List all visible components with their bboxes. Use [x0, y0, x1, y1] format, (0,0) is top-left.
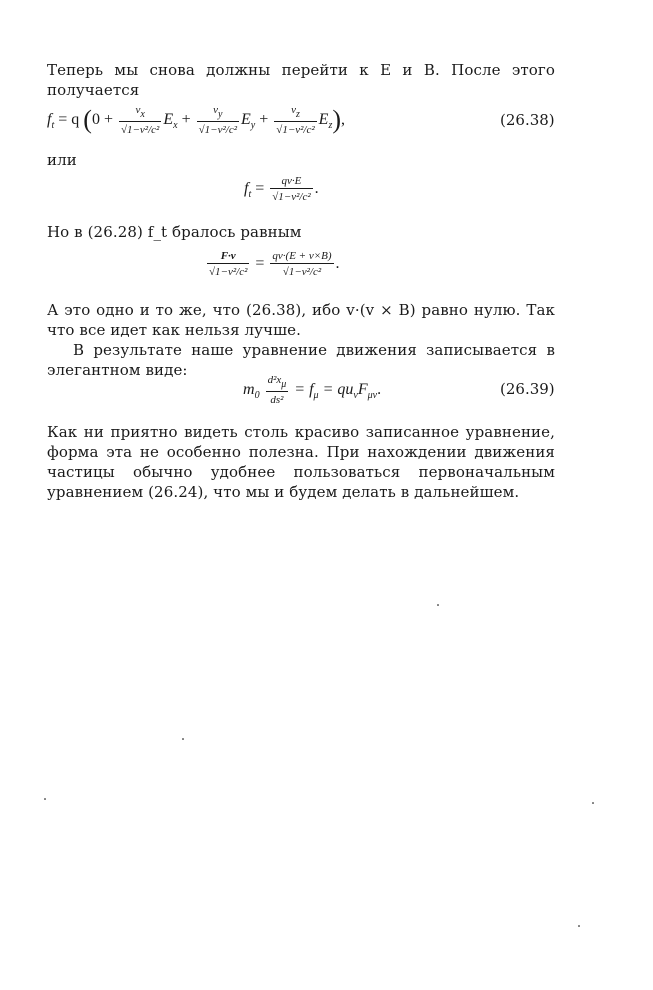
eq1-ez: E — [318, 111, 329, 129]
eq1-lhs: f — [47, 111, 52, 129]
scan-speck — [437, 604, 439, 606]
eq1-zero: 0 + — [91, 111, 113, 129]
scan-speck — [592, 802, 594, 804]
paragraph-intro: Теперь мы снова должны перейти к E и B. После этого получается — [47, 61, 555, 99]
eq1-close-paren: ) — [332, 105, 342, 135]
equation-number-26-38: (26.38) — [500, 111, 555, 129]
eq3-frac-right: $\frac{qv\cdot(E + v\times B)}{\text{√1−v²/c²}}$ — [272, 250, 332, 278]
paragraph-elegant: В результате наше уравнение движения записывается в элегантном виде: — [47, 341, 555, 379]
eq1-eq: = q — [54, 111, 84, 129]
paragraph-conclusion: Как ни приятно видеть столь красиво записанное уравнение, форма эта не особенно полезна. При нахождении движения частицы обычно удобнее пользоваться первоначальным уравнением (26.24), что мы и будем делать в дальнейшем. — [47, 423, 555, 501]
equation-26-39: $m_0$ $\frac{\text{d²xμ}}{\text{ds²}}$ = $f_\mu = qu_\nu F_{\mu\nu}$. — [243, 374, 382, 406]
eq1-ex-sub: x — [173, 120, 178, 132]
equation-number-26-39: (26.39) — [500, 380, 555, 398]
paragraph-ft-ravnym: Но в (26.28) f_t бралось равным — [47, 223, 302, 241]
eq1-lhs-sub: t — [51, 120, 55, 132]
eq1-frac-z: $\frac{vz}{\text{√1−v²/c²}}$ — [276, 104, 315, 136]
eq1-ex: E — [163, 111, 174, 129]
eq1-plus-2: + — [259, 111, 269, 129]
equation-26-38: $f_t = q$ (0 + $\frac{vx}{\text{√1−v²/c²}}$ $E_x$ + $\frac{vy}{\text{√1−v²/c²}}$ $E_y$ + $\frac{vz}{\text{√1−v²/c²}}$ $E_z$), — [47, 104, 346, 136]
eq1-ey-sub: y — [250, 120, 256, 132]
eq4-frac: $\frac{\text{d²xμ}}{\text{ds²}}$ — [267, 374, 287, 406]
eq1-frac-y: $\frac{vy}{\text{√1−v²/c²}}$ — [198, 104, 238, 136]
paragraph-same-thing: А это одно и то же, что (26.38), ибо v·(v × B) равно нулю. Так что все идет как нельзя лучше. — [47, 301, 555, 339]
eq2-frac: $\frac{qv\cdot E}{\text{√1−v²/c²}}$ — [272, 175, 311, 203]
paragraph-ili: или — [47, 151, 77, 169]
eq1-open-paren: ( — [83, 105, 92, 135]
eq1-plus-1: + — [181, 111, 191, 129]
eq1-ez-sub: z — [328, 120, 333, 132]
eq3-frac-left: $\frac{F\cdot v}{\text{√1−v²/c²}}$ — [209, 250, 248, 278]
equation-force-velocity: $\frac{F\cdot v}{\text{√1−v²/c²}}$ = $\frac{qv\cdot(E + v\times B)}{\text{√1−v²/c²}}$ . — [209, 250, 340, 278]
scan-speck — [578, 925, 580, 927]
eq1-ey: E — [241, 111, 251, 129]
equation-ft: $f_t$ = $\frac{qv\cdot E}{\text{√1−v²/c²}}$ . — [244, 175, 319, 203]
eq1-frac-x: $\frac{vx}{\text{√1−v²/c²}}$ — [120, 104, 160, 136]
scan-speck — [44, 798, 46, 800]
scan-speck — [182, 738, 184, 740]
